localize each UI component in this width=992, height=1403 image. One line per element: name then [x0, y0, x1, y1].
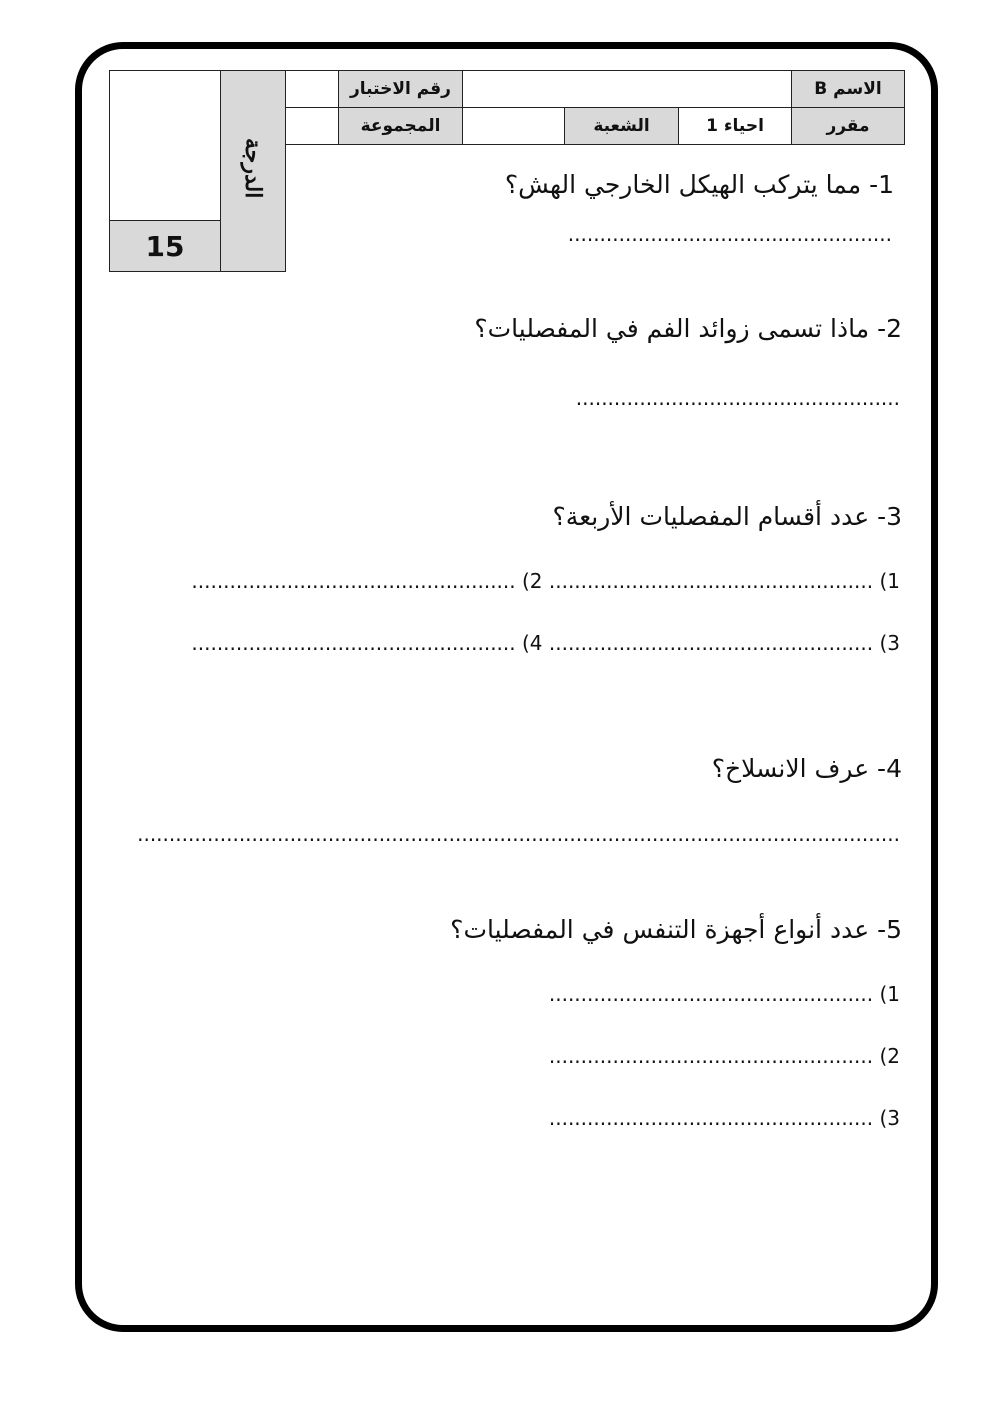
answer-line[interactable]: 1) ................................................... 2) ................................................... — [191, 569, 900, 593]
question-2: 2- ماذا تسمى زوائد الفم في المفصليات؟ — [474, 314, 902, 343]
total-score: 15 — [110, 221, 221, 272]
test-number-field[interactable] — [286, 71, 339, 108]
question-1: 1- مما يتركب الهيكل الخارجي الهش؟ — [504, 170, 894, 199]
question-5: 5- عدد أنواع أجهزة التنفس في المفصليات؟ — [450, 915, 902, 944]
group-field[interactable] — [286, 108, 339, 145]
answer-line[interactable]: ................................................... — [567, 222, 892, 246]
name-field[interactable] — [463, 71, 792, 108]
section-label: الشعبة — [565, 108, 679, 145]
group-label: المجموعة — [339, 108, 463, 145]
answer-line[interactable]: 1) ................................................... — [548, 982, 900, 1006]
question-4: 4- عرف الانسلاخ؟ — [711, 754, 902, 783]
score-box — [109, 70, 286, 272]
answer-line[interactable]: ................................................... — [575, 386, 900, 410]
course-label: مقرر — [792, 108, 905, 145]
test-number-label: رقم الاختبار — [339, 71, 463, 108]
grade-label-cell — [221, 71, 286, 272]
answer-line[interactable]: ........................................................................................................................ — [137, 822, 900, 846]
course-value: احياء 1 — [679, 108, 792, 145]
section-field[interactable] — [463, 108, 565, 145]
name-label: B الاسم — [792, 71, 905, 108]
score-entry-cell[interactable] — [110, 71, 221, 221]
answer-line[interactable]: 2) ................................................... — [548, 1044, 900, 1068]
grade-label: الدرجة — [240, 138, 266, 199]
question-3: 3- عدد أقسام المفصليات الأربعة؟ — [552, 502, 902, 531]
answer-line[interactable]: 3) ................................................... — [548, 1106, 900, 1130]
student-info-table — [285, 70, 905, 145]
answer-line[interactable]: 3) ................................................... 4) ................................................... — [191, 631, 900, 655]
